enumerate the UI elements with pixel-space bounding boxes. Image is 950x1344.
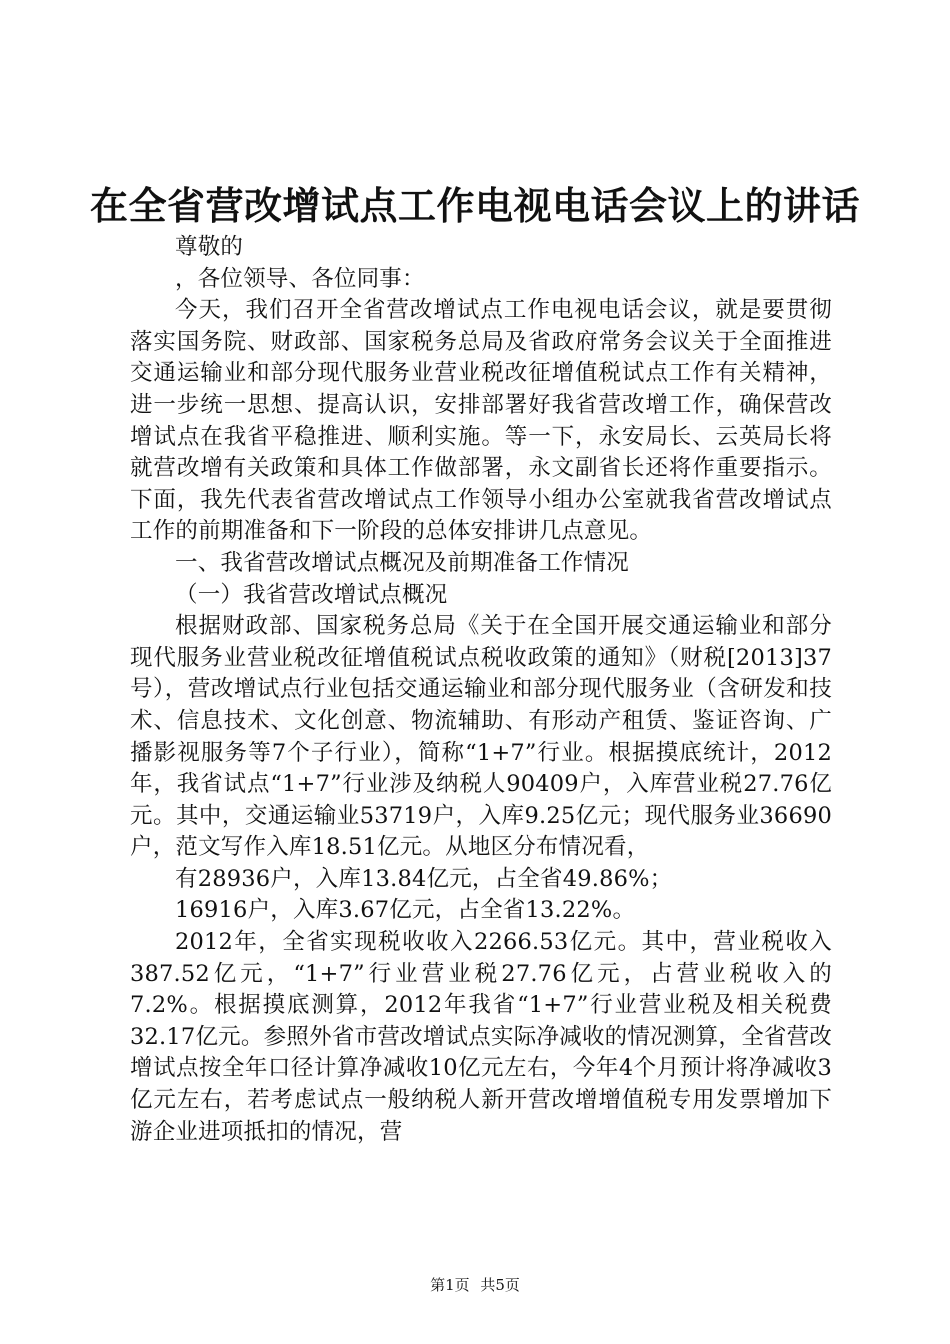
paragraph-overview: 根据财政部、国家税务总局《关于在全国开展交通运输业和部分现代服务业营业税改征增值税试点税收政策的通知》（财税[2013]37号），营改增试点行业包括交通运输业和部分现代服务业（含研发和技术、信息技术、文化创意、物流辅助、有形动产租赁、鉴证咨询、广播影视服务等7个子行业），简称“1+7”行业。根据摸底统计，2012年，我省试点“1+7”行业涉及纳税人90409户，入库营业税27.76亿元。其中，交通运输业53719户，入库9.25亿元；现代服务业36690户，范文写作入库18.51亿元。从地区分布情况看， — [130, 613, 832, 861]
paragraph-region-1: 有28936户，入库13.84亿元，占全省49.86%； — [175, 865, 673, 892]
paragraph-revenue: 2012年，全省实现税收收入2266.53亿元。其中，营业税收入387.52亿元，“1+7”行业营业税27.76亿元，占营业税收入的7.2%。根据摸底测算，2012年我省“1+7”行业营业税及相关税费32.17亿元。参照外省市营改增试点实际净减收的情况测算，全省营改增试点按全年口径计算净减收10亿元左右，今年4个月预计将净减收3亿元左右，若考虑试点一般纳税人新开营改增增值税专用发票增加下游企业进项抵扣的情况，营 — [130, 929, 832, 1145]
page-title: 在全省营改增试点工作电视电话会议上的讲话 — [89, 184, 860, 228]
document-body — [130, 232, 832, 1148]
salutation-line-1: 尊敬的 — [175, 234, 244, 260]
page-number: 第1页 — [430, 1276, 470, 1294]
section-heading-1: 一、我省营改增试点概况及前期准备工作情况 — [175, 549, 630, 576]
paragraph-region-2: 16916户，入库3.67亿元，占全省13.22%。 — [175, 897, 636, 924]
paragraph-intro: 今天，我们召开全省营改增试点工作电视电话会议，就是要贯彻落实国务院、财政部、国家税务总局及省政府常务会议关于全面推进交通运输业和部分现代服务业营业税改征增值税试点工作有关精神，进一步统一思想、提高认识，安排部署好我省营改增工作，确保营改增试点在我省平稳推进、顺利实施。等一下，永安局长、云英局长将就营改增有关政策和具体工作做部署，永文副省长还将作重要指示。下面，我先代表省营改增试点工作领导小组办公室就我省营改增试点工作的前期准备和下一阶段的总体安排讲几点意见。 — [130, 297, 832, 545]
salutation-line-2: ，各位领导、各位同事： — [175, 265, 425, 292]
subsection-heading-1: （一）我省营改增试点概况 — [175, 581, 448, 608]
page-footer — [0, 1275, 950, 1295]
page-total: 共5页 — [480, 1276, 520, 1294]
